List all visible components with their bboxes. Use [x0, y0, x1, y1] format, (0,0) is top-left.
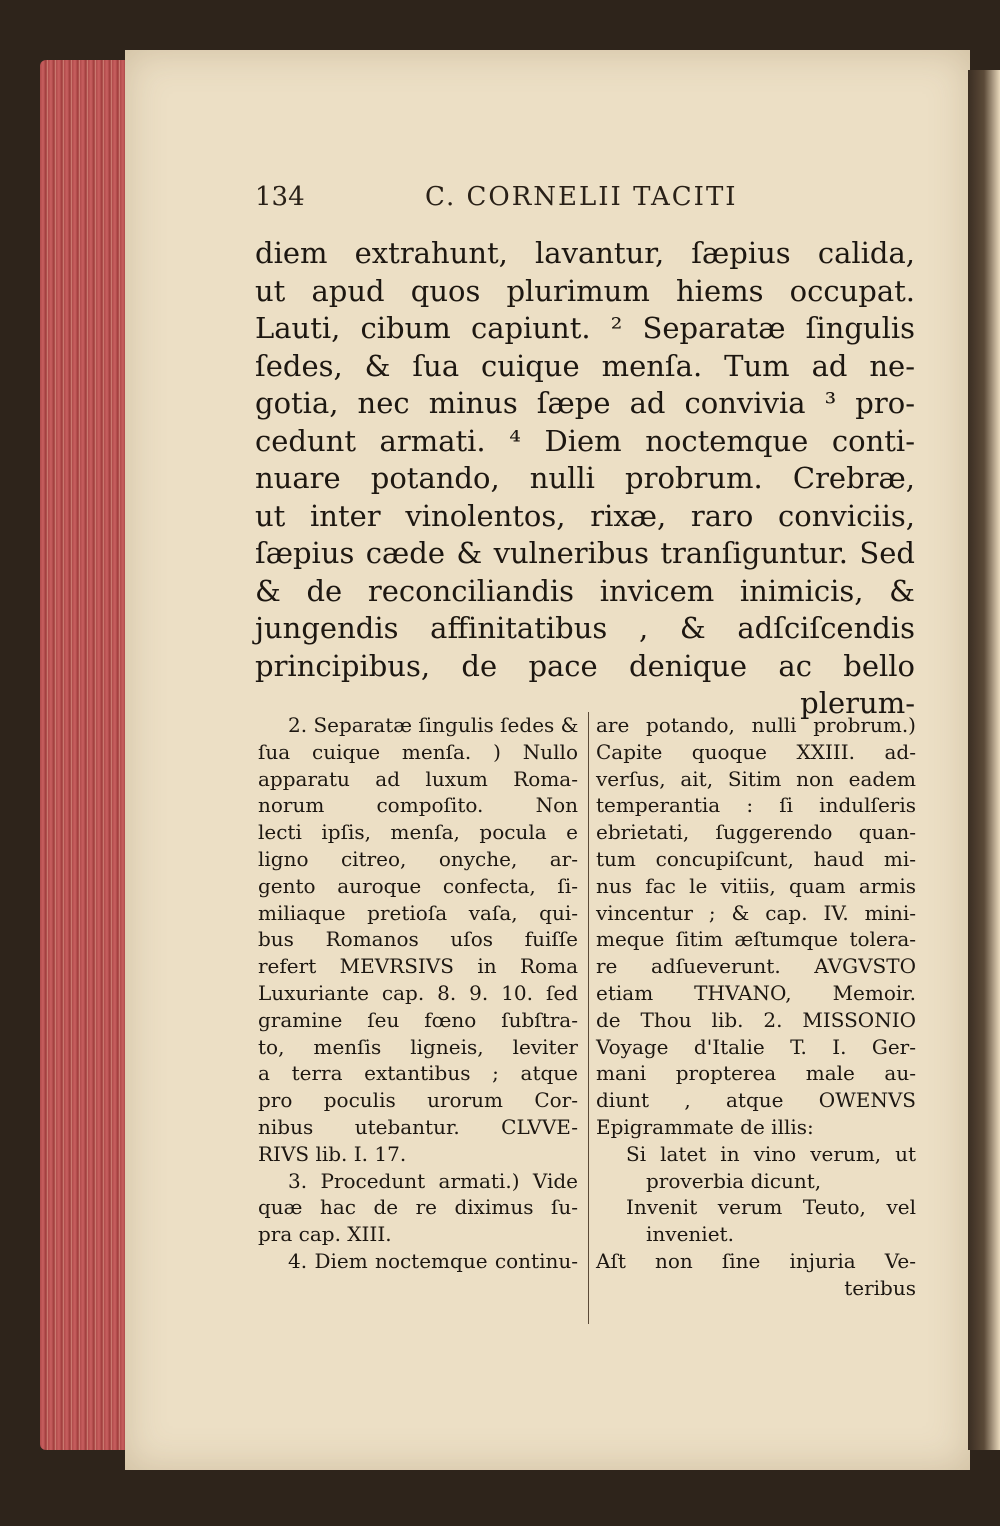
verse-line: Invenit verum Teuto, vel [626, 1195, 916, 1220]
verse-line: Si latet in vino verum, ut [626, 1141, 916, 1166]
note-line: Epigrammate de illis: [596, 1114, 814, 1139]
note-line: meque ſitim æſtumque tolera- [596, 927, 916, 952]
note-line: tum concupiſcunt, haud mi- [596, 846, 916, 871]
text-line: ſæpius cæde & vulneribus tranſiguntur. Sed [255, 536, 915, 570]
footnotes-left-column [258, 712, 578, 1275]
note-line: 4. Diem noctemque continu- [288, 1248, 578, 1273]
note-line: quæ hac de re diximus ſu- [258, 1195, 578, 1220]
text-line: ſedes, & ſua cuique menſa. Tum ad ne- [255, 348, 915, 383]
note-line: pro poculis urorum Cor- [258, 1088, 578, 1113]
note-line: are potando, nulli probrum.) [596, 713, 916, 737]
catchword: teribus [844, 1275, 916, 1300]
note-line: norum compoſito. Non [258, 793, 578, 818]
note-line: nibus utebantur. CLVVE- [258, 1114, 578, 1139]
verse-line: inveniet. [646, 1222, 734, 1247]
note-line: refert MEVRSIVS in Roma [258, 954, 578, 979]
note-line: nus fac le vitiis, quam armis [596, 873, 916, 898]
verse-line: proverbia dicunt, [646, 1168, 822, 1193]
note-line: diunt , atque OWENVS [596, 1088, 916, 1113]
footnotes-right-column [596, 712, 916, 1302]
column-divider [588, 712, 589, 1324]
running-header [255, 182, 915, 222]
note-line: RIVS lib. I. 17. [258, 1141, 407, 1166]
text-line: nuare potando, nulli probrum. Crebræ, [255, 461, 915, 495]
text-line: principibus, de pace denique ac bello [255, 648, 915, 683]
text-line: jungendis affinitatibus , & adſciſcendis [255, 611, 915, 645]
note-line: Voyage d'Italie T. I. Ger- [596, 1034, 916, 1059]
note-line: 2. Separatæ ſingulis ſedes & [288, 713, 579, 737]
note-line: 3. Procedunt armati.) Vide [288, 1168, 578, 1193]
note-line: verſus, ait, Sitim non eadem [596, 766, 916, 791]
note-line: bus Romanos uſos fuiſſe [258, 927, 578, 952]
note-line: pra cap. XIII. [258, 1222, 392, 1247]
note-line: re adſueverunt. AVGVSTO [596, 954, 916, 979]
text-line: gotia, nec minus ſæpe ad convivia ³ pro- [255, 386, 915, 420]
note-line: ſua cuique menſa. ) Nullo [258, 739, 578, 764]
note-line: to, menſis ligneis, leviter [258, 1034, 578, 1059]
catchword: plerum- [800, 686, 915, 720]
text-line: cedunt armati. ⁴ Diem noctemque conti- [255, 423, 915, 458]
running-title: C. CORNELII TACITI [425, 182, 738, 212]
note-line: etiam THVANO, Memoir. [596, 980, 916, 1005]
note-line: lecti ipſis, menſa, pocula e [258, 820, 578, 845]
note-line: vincentur ; & cap. IV. mini- [596, 900, 916, 925]
text-line: diem extrahunt, lavantur, ſæpius calida, [255, 236, 915, 270]
text-line: & de reconciliandis invicem inimicis, & [255, 573, 915, 608]
note-line: ligno citreo, onyche, ar- [258, 846, 578, 871]
text-line: ut apud quos plurimum hiems occupat. [255, 273, 915, 308]
note-line: mani propterea male au- [596, 1061, 916, 1086]
note-line: de Thou lib. 2. MISSONIO [596, 1007, 916, 1032]
note-line: temperantia : ſi indulſeris [596, 793, 916, 818]
note-line: Aſt non ſine injuria Ve- [596, 1248, 916, 1273]
note-line: apparatu ad luxum Roma- [258, 766, 578, 791]
note-line: gento auroque confecta, ſi- [258, 873, 578, 898]
note-line: miliaque pretioſa vaſa, qui- [258, 900, 578, 925]
text-line: ut inter vinolentos, rixæ, raro conviciis, [255, 498, 915, 533]
note-line: ebrietati, ſuggerendo quan- [596, 820, 916, 845]
book-gutter [968, 70, 1000, 1450]
page-number: 134 [255, 182, 305, 212]
note-line: gramine ſeu fœno ſubſtra- [258, 1007, 578, 1032]
text-line: Lauti, cibum capiunt. ² Separatæ ſingulis [255, 311, 915, 345]
note-line: a terra extantibus ; atque [258, 1061, 578, 1086]
note-line: Luxuriante cap. 8. 9. 10. ſed [258, 980, 578, 1005]
main-text [255, 235, 915, 723]
note-line: Capite quoque XXIII. ad- [596, 739, 916, 764]
